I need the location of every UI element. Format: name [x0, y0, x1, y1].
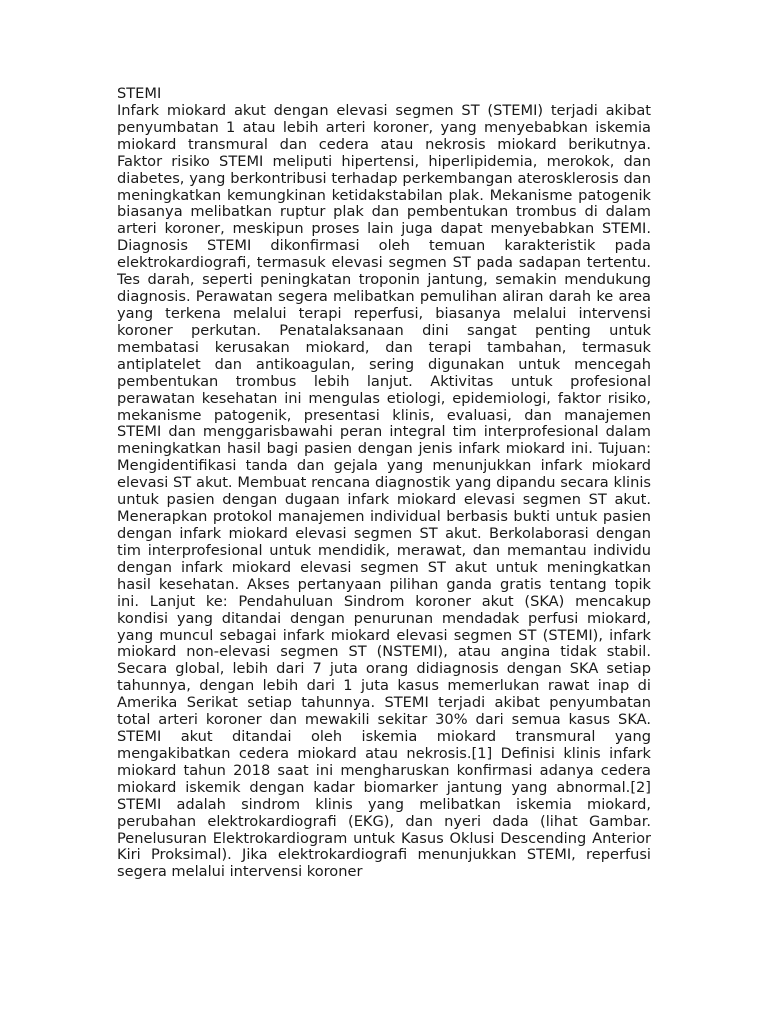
document-body-text: Infark miokard akut dengan elevasi segmen ST (STEMI) terjadi akibat penyumbatan 1 atau lebih arteri koroner, yang menyebabkan iskemia miokard transmural dan cedera atau nekrosis miokard berikutnya. Faktor risiko STEMI meliputi hipertensi, hiperlipidemia, merokok, dan diabetes, yang berkontribusi terhadap perkembangan aterosklerosis dan meningkatkan kemungkinan ketidakstabilan plak. Mekanisme patogenik biasanya melibatkan ruptur plak dan pembentukan trombus di dalam arteri koroner, meskipun proses lain juga dapat menyebabkan STEMI. Diagnosis STEMI dikonfirmasi oleh temuan karakteristik pada elektrokardiografi, termasuk elevasi segmen ST pada sadapan tertentu. Tes darah, seperti peningkatan troponin jantung, semakin mendukung diagnosis. Perawatan segera melibatkan pemulihan aliran darah ke area yang terkena melalui terapi reperfusi, biasanya melalui intervensi koroner perkutan. Penatalaksanaan dini sangat penting untuk membatasi kerusakan miokard, dan terapi tambahan, termasuk antiplatelet dan antikoagulan, sering digunakan untuk mencegah pembentukan trombus lebih lanjut. Aktivitas untuk profesional perawatan kesehatan ini mengulas etiologi, epidemiologi, faktor risiko, mekanisme patogenik, presentasi klinis, evaluasi, dan manajemen STEMI dan menggarisbawahi peran integral tim interprofesional dalam meningkatkan hasil bagi pasien dengan jenis infark miokard ini. Tujuan: Mengidentifikasi tanda dan gejala yang menunjukkan infark miokard elevasi ST akut. Membuat rencana diagnostik yang dipandu secara klinis untuk pasien dengan dugaan infark miokard elevasi segmen ST akut. Menerapkan protokol manajemen individual berbasis bukti untuk pasien dengan infark miokard elevasi segmen ST akut. Berkolaborasi dengan tim interprofesional untuk mendidik, merawat, dan memantau individu dengan infark miokard elevasi segmen ST akut untuk meningkatkan hasil kesehatan. Akses pertanyaan pilihan ganda gratis tentang topik ini. Lanjut ke: Pendahuluan Sindrom koroner akut (SKA) mencakup kondisi yang ditandai dengan penurunan mendadak perfusi miokard, yang muncul sebagai infark miokard elevasi segmen ST (STEMI), infark miokard non-elevasi segmen ST (NSTEMI), atau angina tidak stabil. Secara global, lebih dari 7 juta orang didiagnosis dengan SKA setiap tahunnya, dengan lebih dari 1 juta kasus memerlukan rawat inap di Amerika Serikat setiap tahunnya. STEMI terjadi akibat penyumbatan total arteri koroner dan mewakili sekitar 30% dari semua kasus SKA. STEMI akut ditandai oleh iskemia miokard transmural yang mengakibatkan cedera miokard atau nekrosis.[1] Definisi klinis infark miokard tahun 2018 saat ini mengharuskan konfirmasi adanya cedera miokard iskemik dengan kadar biomarker jantung yang abnormal.[2] STEMI adalah sindrom klinis yang melibatkan iskemia miokard, perubahan elektrokardiografi (EKG), dan nyeri dada (lihat Gambar. Penelusuran Elektrokardiogram untuk Kasus Oklusi Descending Anterior Kiri Proksimal). Jika elektrokardiografi menunjukkan STEMI, reperfusi segera melalui intervensi koroner — [117, 102, 651, 881]
document-content — [117, 86, 651, 932]
document-title: STEMI — [117, 85, 162, 102]
